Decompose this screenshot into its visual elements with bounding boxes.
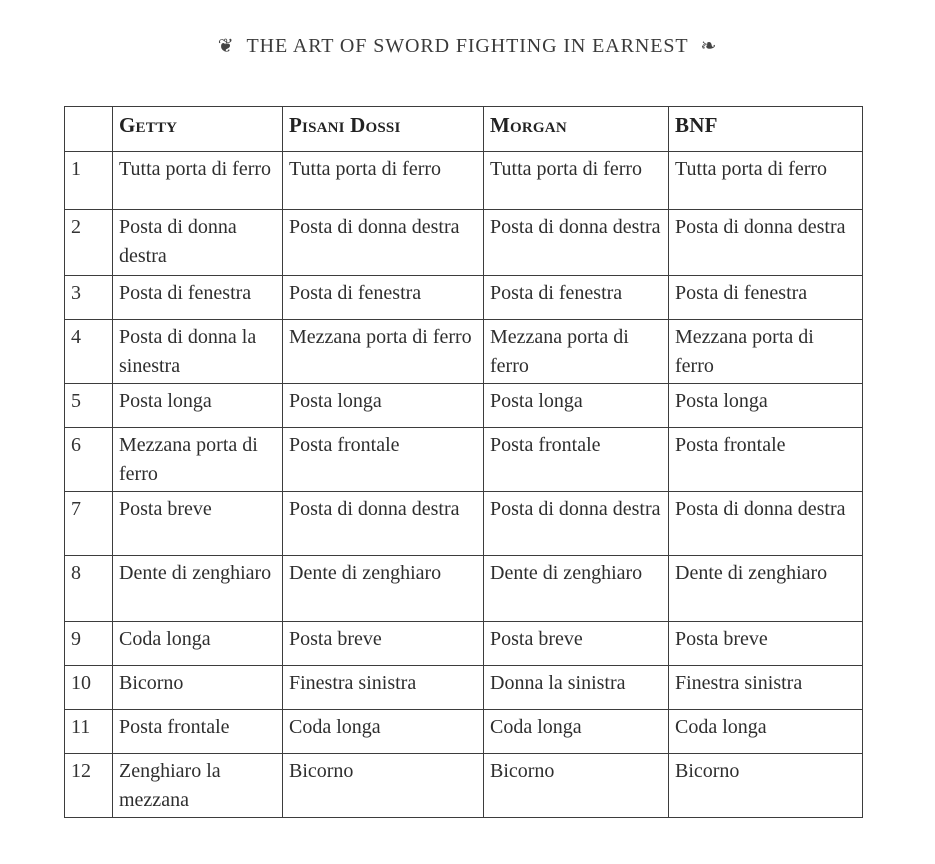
- cell-getty: Mezzana porta di ferro: [113, 428, 283, 492]
- cell-bnf: Posta longa: [669, 384, 863, 428]
- row-number: 11: [65, 710, 113, 754]
- cell-morgan: Mezzana porta di ferro: [484, 320, 669, 384]
- cell-pisani-dossi: Coda longa: [283, 710, 484, 754]
- cell-morgan: Coda longa: [484, 710, 669, 754]
- cell-morgan: Posta frontale: [484, 428, 669, 492]
- cell-bnf: Posta frontale: [669, 428, 863, 492]
- table-row: [65, 152, 863, 210]
- column-header-morgan: Morgan: [484, 107, 669, 152]
- table-row: [65, 210, 863, 276]
- table-row: [65, 754, 863, 818]
- cell-getty: Tutta porta di ferro: [113, 152, 283, 210]
- guards-comparison-table: [64, 106, 863, 818]
- table-header-row: [65, 107, 863, 152]
- cell-morgan: Dente di zenghiaro: [484, 556, 669, 622]
- cell-pisani-dossi: Finestra sinistra: [283, 666, 484, 710]
- column-header-pisani-dossi: Pisani Dossi: [283, 107, 484, 152]
- cell-getty: Posta frontale: [113, 710, 283, 754]
- table-row: [65, 428, 863, 492]
- row-number: 5: [65, 384, 113, 428]
- row-number: 6: [65, 428, 113, 492]
- row-number: 12: [65, 754, 113, 818]
- cell-bnf: Posta di donna destra: [669, 210, 863, 276]
- cell-morgan: Bicorno: [484, 754, 669, 818]
- cell-morgan: Posta di donna destra: [484, 492, 669, 556]
- fleuron-right-icon: ❧: [700, 36, 718, 57]
- cell-morgan: Tutta porta di ferro: [484, 152, 669, 210]
- row-number: 8: [65, 556, 113, 622]
- table-row: [65, 320, 863, 384]
- table-row: [65, 276, 863, 320]
- table-row: [65, 710, 863, 754]
- table-row: [65, 492, 863, 556]
- column-header-bnf: BNF: [669, 107, 863, 152]
- cell-pisani-dossi: Posta breve: [283, 622, 484, 666]
- column-header-number: [65, 107, 113, 152]
- cell-bnf: Dente di zenghiaro: [669, 556, 863, 622]
- row-number: 4: [65, 320, 113, 384]
- cell-bnf: Mezzana porta di ferro: [669, 320, 863, 384]
- cell-pisani-dossi: Posta di fenestra: [283, 276, 484, 320]
- cell-morgan: Posta breve: [484, 622, 669, 666]
- cell-getty: Posta di donna destra: [113, 210, 283, 276]
- cell-bnf: Tutta porta di ferro: [669, 152, 863, 210]
- cell-pisani-dossi: Posta di donna destra: [283, 492, 484, 556]
- column-header-getty: Getty: [113, 107, 283, 152]
- cell-pisani-dossi: Posta di donna destra: [283, 210, 484, 276]
- cell-bnf: Coda longa: [669, 710, 863, 754]
- cell-morgan: Posta di fenestra: [484, 276, 669, 320]
- row-number: 10: [65, 666, 113, 710]
- running-head: [0, 33, 935, 60]
- cell-bnf: Posta di donna destra: [669, 492, 863, 556]
- cell-bnf: Posta breve: [669, 622, 863, 666]
- row-number: 9: [65, 622, 113, 666]
- page-title: THE ART OF SWORD FIGHTING IN EARNEST: [246, 35, 689, 57]
- cell-pisani-dossi: Tutta porta di ferro: [283, 152, 484, 210]
- cell-morgan: Posta longa: [484, 384, 669, 428]
- cell-morgan: Posta di donna destra: [484, 210, 669, 276]
- cell-morgan: Donna la sinistra: [484, 666, 669, 710]
- cell-pisani-dossi: Mezzana porta di ferro: [283, 320, 484, 384]
- row-number: 3: [65, 276, 113, 320]
- cell-bnf: Posta di fenestra: [669, 276, 863, 320]
- table-row: [65, 556, 863, 622]
- cell-pisani-dossi: Dente di zenghiaro: [283, 556, 484, 622]
- table-row: [65, 666, 863, 710]
- cell-getty: Posta di donna la sinestra: [113, 320, 283, 384]
- cell-pisani-dossi: Posta longa: [283, 384, 484, 428]
- row-number: 1: [65, 152, 113, 210]
- row-number: 7: [65, 492, 113, 556]
- row-number: 2: [65, 210, 113, 276]
- cell-getty: Coda longa: [113, 622, 283, 666]
- cell-pisani-dossi: Posta frontale: [283, 428, 484, 492]
- cell-bnf: Bicorno: [669, 754, 863, 818]
- fleuron-left-icon: ❦: [217, 36, 235, 57]
- cell-pisani-dossi: Bicorno: [283, 754, 484, 818]
- table-row: [65, 622, 863, 666]
- cell-getty: Posta breve: [113, 492, 283, 556]
- table-row: [65, 384, 863, 428]
- cell-getty: Dente di zenghiaro: [113, 556, 283, 622]
- cell-getty: Zenghiaro la mezzana: [113, 754, 283, 818]
- cell-getty: Bicorno: [113, 666, 283, 710]
- cell-bnf: Finestra sinistra: [669, 666, 863, 710]
- cell-getty: Posta longa: [113, 384, 283, 428]
- guards-comparison-table-wrapper: [64, 106, 862, 818]
- cell-getty: Posta di fenestra: [113, 276, 283, 320]
